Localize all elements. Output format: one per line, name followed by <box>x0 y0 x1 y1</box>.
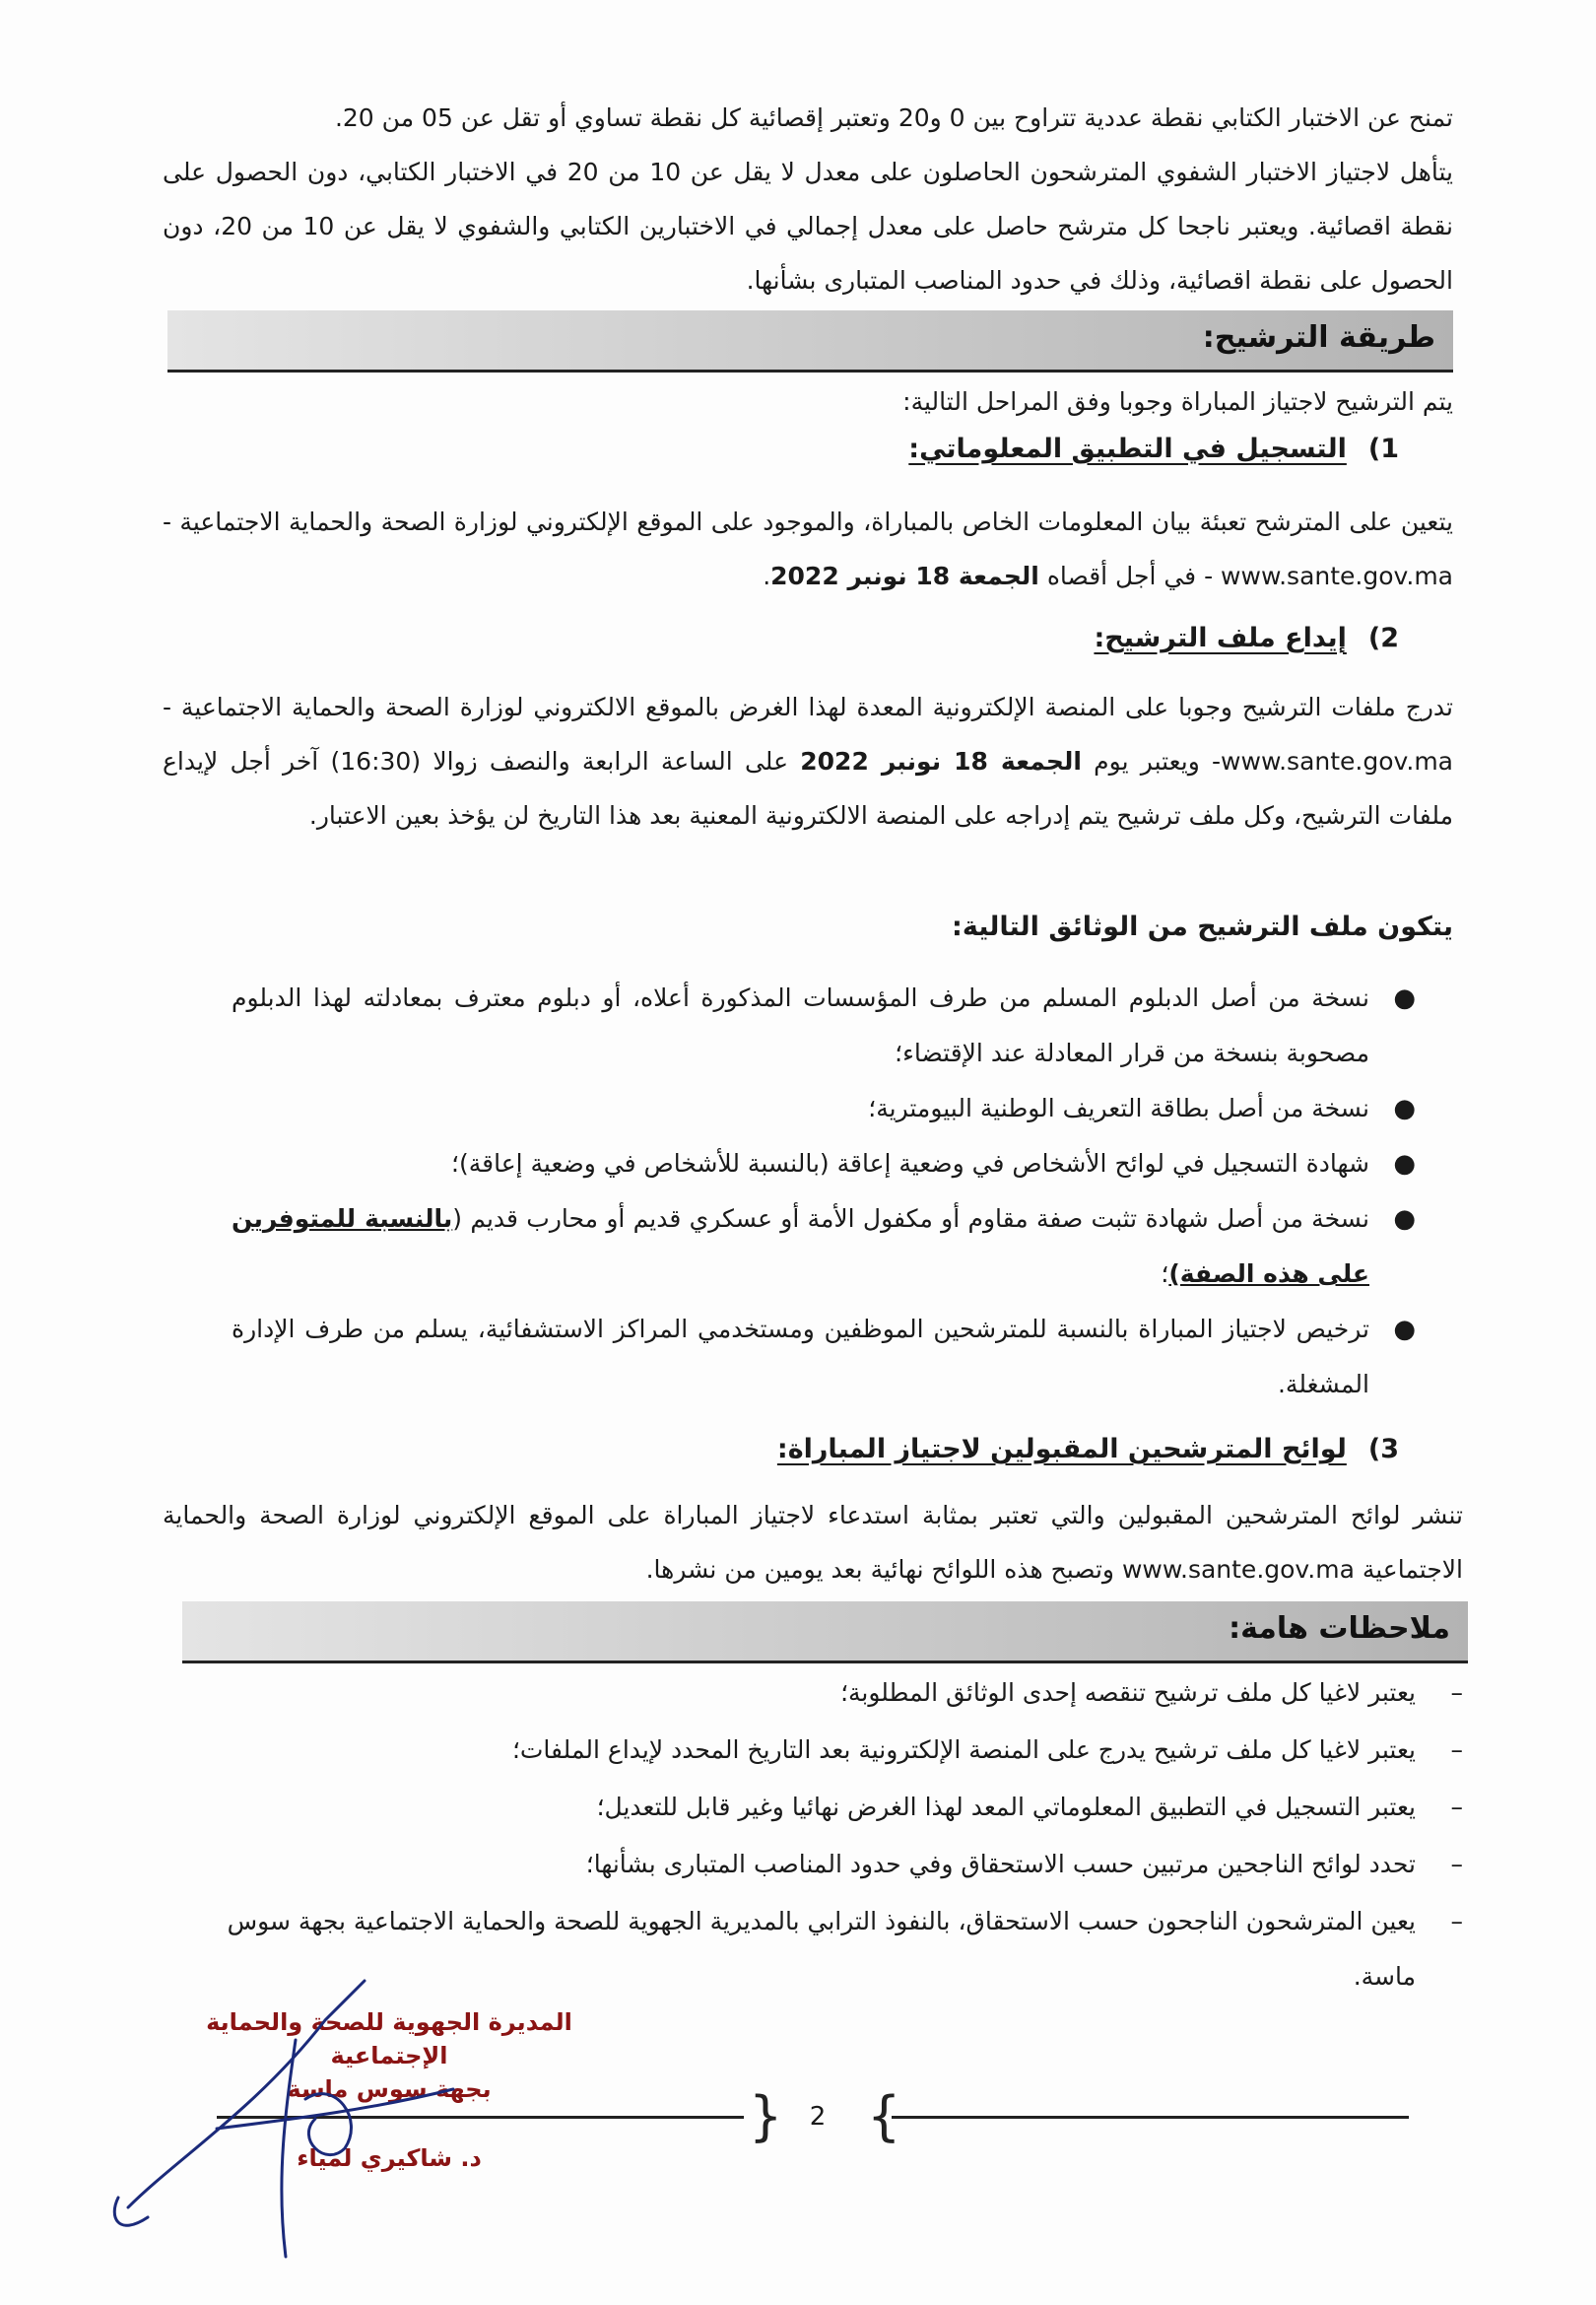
step3-heading <box>777 1434 1399 1464</box>
footer-line-right <box>892 2116 1409 2119</box>
bracket-left-icon: { <box>749 2085 783 2147</box>
document-item-text: شهادة التسجيل في لوائح الأشخاص في وضعية إعاقة (بالنسبة للأشخاص في وضعية إعاقة)؛ <box>451 1149 1369 1178</box>
list-item <box>232 1136 1424 1191</box>
section-lead: يتم الترشيح لاجتياز المباراة وجوبا وفق المراحل التالية: <box>902 387 1453 416</box>
step3-title: لوائح المترشحين المقبولين لاجتياز المباراة: <box>776 1434 1347 1464</box>
step1-number: 1) <box>1367 434 1399 464</box>
dash-icon: – <box>1450 1735 1463 1764</box>
step1-text <box>163 495 1453 603</box>
step2-text-a: تدرج ملفات الترشيح وجوبا على المنصة الإلكترونية المعدة لهذا الغرض بالموقع الالكتروني لوزارة الصحة والحماية الاجتماعية - www.sante.gov.ma- ويعتبر يوم <box>163 693 1453 776</box>
step2-text <box>163 680 1453 843</box>
documents-heading: يتكون ملف الترشيح من الوثائق التالية: <box>952 912 1453 942</box>
step2-text-b: على الساعة الرابعة والنصف زوالا (16:30) آخر أجل لإيداع ملفات الترشيح، وكل ملف ترشيح يتم إدراجه على المنصة الالكترونية المعنية بعد هذا التاريخ لن يؤخذ بعين الاعتبار. <box>163 747 1453 830</box>
documents-list <box>232 971 1424 1412</box>
signature-icon <box>99 1961 532 2267</box>
document-item-text: نسخة من أصل بطاقة التعريف الوطنية البيومترية؛ <box>868 1094 1369 1122</box>
step1-text-a: يتعين على المترشح تعبئة بيان المعلومات الخاص بالمباراة، والموجود على الموقع الإلكتروني لوزارة الصحة والحماية الاجتماعية - www.sante.gov.ma - في أجل أقصاه <box>163 508 1453 590</box>
step2-heading <box>1094 623 1399 653</box>
dash-icon: – <box>1450 1793 1463 1821</box>
bullet-icon: ● <box>1393 1204 1416 1234</box>
step1-title: التسجيل في التطبيق المعلوماتي: <box>908 434 1347 464</box>
bullet-icon: ● <box>1393 1094 1416 1123</box>
bullet-icon: ● <box>1393 1149 1416 1179</box>
dash-icon: – <box>1450 1850 1463 1878</box>
document-item-text: نسخة من أصل الدبلوم المسلم من طرف المؤسسات المذكورة أعلاه، أو دبلوم معترف بمعادلته لهذا الدبلوم مصحوبة بنسخة من قرار المعادلة عند الإقتضاء؛ <box>232 983 1369 1067</box>
note-text: يعتبر لاغيا كل ملف ترشيح يدرج على المنصة الإلكترونية بعد التاريخ المحدد لإيداع الملفات؛ <box>511 1735 1416 1764</box>
step1-text-b: . <box>763 562 771 590</box>
stamp-line-region: بجهة سوس ماسة <box>287 2075 492 2103</box>
bracket-right-icon: } <box>867 2085 901 2147</box>
note-text: يعتبر لاغيا كل ملف ترشيح تنقصه إحدى الوثائق المطلوبة؛ <box>840 1678 1416 1707</box>
bullet-icon: ● <box>1393 1315 1416 1344</box>
step1-deadline: الجمعة 18 نونبر 2022 <box>770 562 1039 590</box>
list-item <box>232 1302 1424 1412</box>
dash-icon: – <box>1450 1678 1463 1707</box>
notes-list <box>202 1665 1473 2006</box>
list-item <box>202 1780 1473 1835</box>
dash-icon: – <box>1450 1907 1463 1935</box>
step2-deadline: الجمعة 18 نونبر 2022 <box>800 747 1082 776</box>
section-title-notes: ملاحظات هامة: <box>1229 1611 1450 1646</box>
document-item-text: ترخيص لاجتياز المباراة بالنسبة للمترشحين الموظفين ومستخدمي المراكز الاستشفائية، يسلم من طرف الإدارة المشغلة. <box>232 1315 1369 1398</box>
list-item <box>232 1191 1424 1302</box>
list-item <box>202 1837 1473 1892</box>
document-item-text: نسخة من أصل شهادة تثبت صفة مقاوم أو مكفول الأمة أو عسكري قديم أو محارب قديم ( <box>452 1204 1369 1233</box>
step3-text: تنشر لوائح المترشحين المقبولين والتي تعتبر بمثابة استدعاء لاجتياز المباراة على الموقع الإلكتروني لوزارة الصحة والحماية الاجتماعية www.sante.gov.ma وتصبح هذه اللوائح نهائية بعد يومين من نشرها. <box>163 1501 1463 1584</box>
list-item <box>232 971 1424 1081</box>
section-banner-notes <box>182 1601 1468 1663</box>
step3-number: 3) <box>1367 1434 1399 1464</box>
page-number: 2 <box>809 2102 827 2132</box>
note-text: يعين المترشحون الناجحون حسب الاستحقاق، بالنفوذ الترابي بالمديرية الجهوية للصحة والحماية الاجتماعية بجهة سوس ماسة. <box>227 1907 1416 1991</box>
note-text: تحدد لوائح الناجحين مرتبين حسب الاستحقاق وفي حدود المناصب المتبارى بشأنها؛ <box>585 1850 1416 1878</box>
list-item <box>202 1665 1473 1721</box>
stamp-line-name: د. شاكيري لمياء <box>297 2144 482 2172</box>
intro-paragraph-2: يتأهل لاجتياز الاختبار الشفوي المترشحون الحاصلون على معدل لا يقل عن 10 من 20 في الاختبار الكتابي، دون الحصول على نقطة اقصائية. ويعتبر ناجحا كل مترشح حاصل على معدل إجمالي في الاختبارين الكتابي والشفوي لا يقل عن 10 من 20، دون الحصول على نقطة اقصائية، وذلك في حدود المناصب المتبارى بشأنها. <box>163 158 1453 295</box>
note-text: يعتبر التسجيل في التطبيق المعلوماتي المعد لهذا الغرض نهائيا وغير قابل للتعديل؛ <box>596 1793 1416 1821</box>
section-title-candidacy: طريقة الترشيح: <box>1202 320 1435 355</box>
document-item-end: ؛ <box>1161 1259 1169 1288</box>
stamp-line-title: المديرة الجهوية للصحة والحماية الإجتماعية <box>206 2008 572 2069</box>
step1-heading <box>908 434 1399 464</box>
section-banner-candidacy <box>167 310 1453 373</box>
list-item <box>232 1081 1424 1136</box>
document-item-emphasis: بالنسبة للمتوفرين على هذه الصفة) <box>232 1204 1369 1288</box>
list-item <box>202 1723 1473 1778</box>
step2-number: 2) <box>1367 623 1399 653</box>
step2-title: إيداع ملف الترشيح: <box>1094 623 1347 653</box>
intro-paragraph-1: تمنح عن الاختبار الكتابي نقطة عددية تتراوح بين 0 و20 وتعتبر إقصائية كل نقطة تساوي أو تقل عن 05 من 20. <box>334 103 1453 132</box>
bullet-icon: ● <box>1393 983 1416 1013</box>
